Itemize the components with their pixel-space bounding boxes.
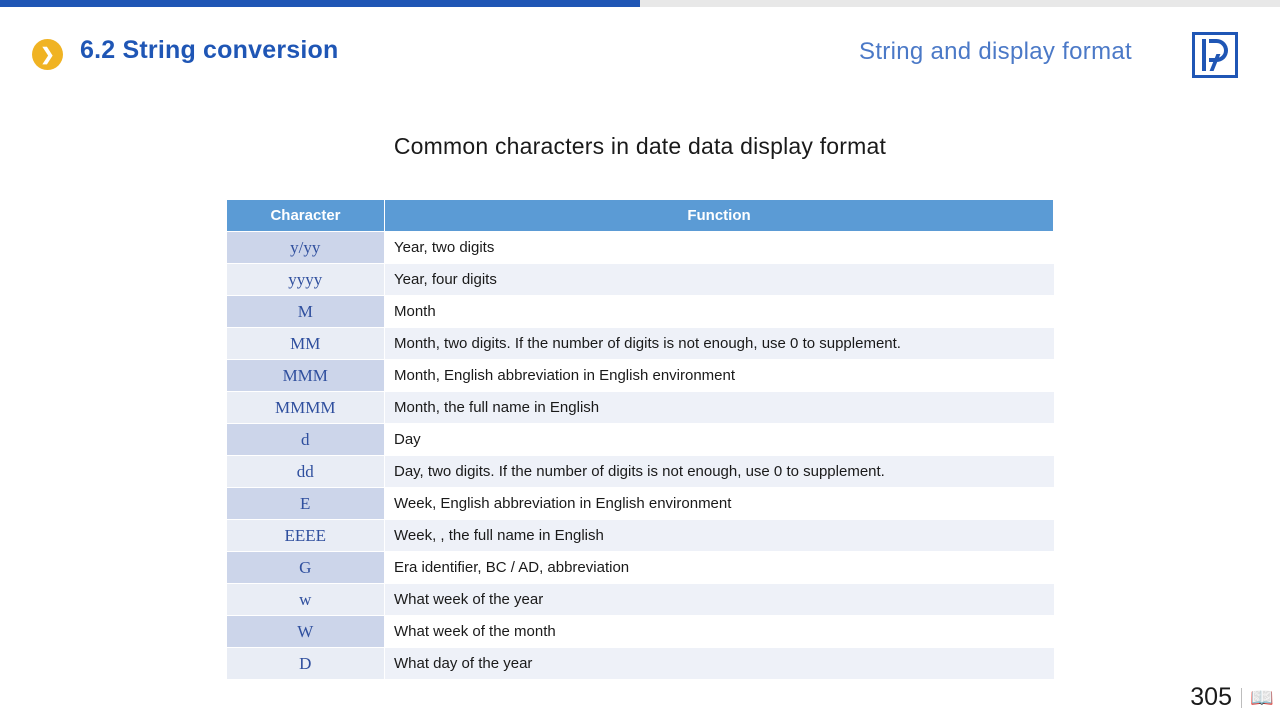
- table-row: [227, 424, 1054, 456]
- cell-function: Era identifier, BC / AD, abbreviation: [385, 552, 1054, 584]
- progress-bar-fill: [0, 0, 640, 7]
- slide-header: [0, 26, 1280, 88]
- column-header-character: Character: [227, 200, 385, 232]
- cell-character: D: [227, 648, 385, 680]
- cell-function: Year, four digits: [385, 264, 1054, 296]
- cell-function: Week, English abbreviation in English environment: [385, 488, 1054, 520]
- cell-character: G: [227, 552, 385, 584]
- cell-function: Month: [385, 296, 1054, 328]
- cell-function: Month, English abbreviation in English environment: [385, 360, 1054, 392]
- cell-function: Month, two digits. If the number of digits is not enough, use 0 to supplement.: [385, 328, 1054, 360]
- cell-character: w: [227, 584, 385, 616]
- table-row: [227, 488, 1054, 520]
- cell-function: What week of the year: [385, 584, 1054, 616]
- table-row: [227, 552, 1054, 584]
- date-format-table: [226, 199, 1054, 680]
- footer-divider: [1241, 688, 1242, 708]
- page-number: 305: [1190, 683, 1232, 711]
- table-row: [227, 648, 1054, 680]
- cell-character: E: [227, 488, 385, 520]
- header-subtitle: String and display format: [859, 38, 1132, 65]
- table-row: [227, 520, 1054, 552]
- cell-function: What week of the month: [385, 616, 1054, 648]
- cell-function: Year, two digits: [385, 232, 1054, 264]
- cell-function: Day, two digits. If the number of digits is not enough, use 0 to supplement.: [385, 456, 1054, 488]
- table-row: [227, 232, 1054, 264]
- cell-character: MM: [227, 328, 385, 360]
- table-row: [227, 360, 1054, 392]
- content-title: Common characters in date data display format: [393, 133, 887, 159]
- table-row: [227, 264, 1054, 296]
- page-title: 6.2 String conversion: [80, 36, 339, 64]
- cell-character: MMMM: [227, 392, 385, 424]
- table-row: [227, 616, 1054, 648]
- cell-character: dd: [227, 456, 385, 488]
- cell-character: d: [227, 424, 385, 456]
- column-header-function: Function: [385, 200, 1054, 232]
- cell-function: Month, the full name in English: [385, 392, 1054, 424]
- cell-character: W: [227, 616, 385, 648]
- cell-character: MMM: [227, 360, 385, 392]
- table-row: [227, 328, 1054, 360]
- book-icon: 📖: [1250, 688, 1274, 709]
- table-row: [227, 584, 1054, 616]
- table-row: [227, 456, 1054, 488]
- cell-character: EEEE: [227, 520, 385, 552]
- cell-character: yyyy: [227, 264, 385, 296]
- cell-function: Week, , the full name in English: [385, 520, 1054, 552]
- cell-function: What day of the year: [385, 648, 1054, 680]
- progress-bar: [0, 0, 1280, 7]
- table-header-row: [227, 200, 1054, 232]
- cell-function: Day: [385, 424, 1054, 456]
- table-row: [227, 392, 1054, 424]
- cell-character: M: [227, 296, 385, 328]
- table-row: [227, 296, 1054, 328]
- cell-character: y/yy: [227, 232, 385, 264]
- chevron-right-icon: ❯: [32, 39, 63, 70]
- publisher-logo-icon: [1192, 32, 1238, 78]
